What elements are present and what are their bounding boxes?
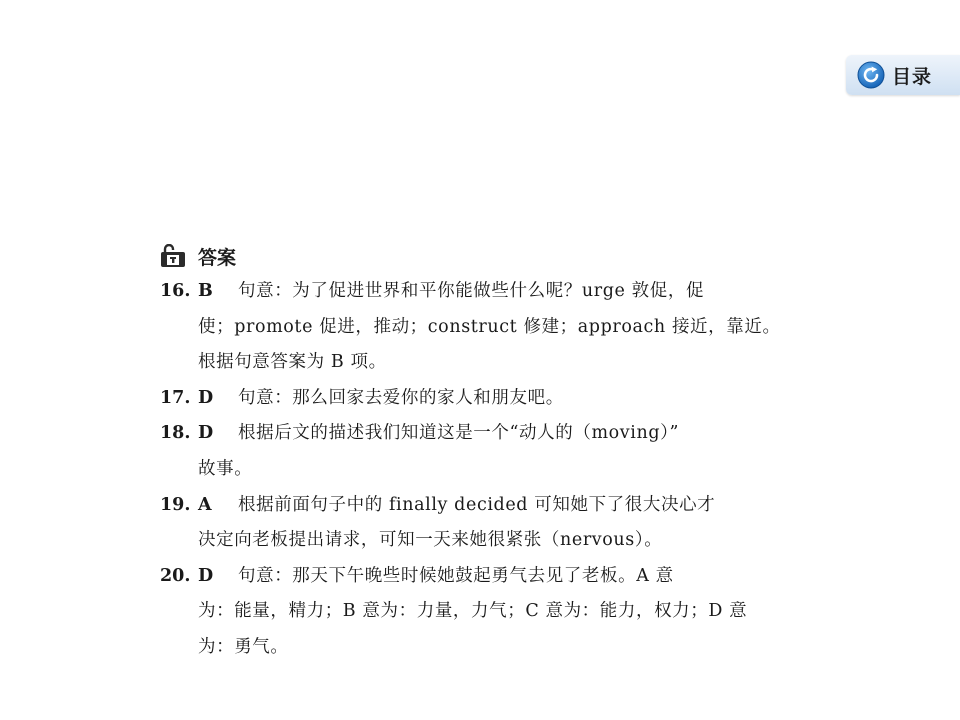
explanation-line: 句意：为了促进世界和平你能做些什么呢？urge 敦促，促 bbox=[238, 281, 705, 301]
explanation-line: 故事。 bbox=[198, 458, 253, 479]
explanation-line: 决定向老板提出请求，可知一天来她很紧张（nervous）。 bbox=[198, 530, 663, 551]
item-answer: A bbox=[198, 494, 212, 515]
explanation-line: 句意：那么回家去爱你的家人和朋友吧。 bbox=[238, 387, 564, 408]
item-explanation bbox=[238, 381, 810, 417]
explanation-line: 为：能量，精力；B 意为：力量，力气；C 意为：能力，权力；D 意 bbox=[198, 601, 748, 622]
item-explanation bbox=[238, 488, 810, 524]
answer-item-19-cont bbox=[160, 523, 810, 559]
explanation-line: 句意：那天下午晚些时候她鼓起勇气去见了老板。A 意 bbox=[238, 565, 674, 586]
item-explanation bbox=[238, 274, 810, 310]
answer-header bbox=[160, 238, 810, 274]
answer-item-20-cont bbox=[160, 594, 810, 665]
item-answer: D bbox=[198, 387, 214, 408]
answer-title: 答案 bbox=[198, 246, 237, 269]
answer-item-20 bbox=[160, 559, 810, 595]
answer-item-18-cont bbox=[160, 452, 810, 488]
item-answer: D bbox=[198, 423, 214, 444]
explanation-line: 使；promote 促进，推动；construct 修建；approach 接近，靠近。 bbox=[198, 316, 781, 337]
item-number: 18. bbox=[160, 423, 191, 444]
refresh-circle-icon bbox=[856, 60, 886, 90]
answer-list bbox=[160, 274, 810, 666]
explanation-line: 为：勇气。 bbox=[198, 636, 289, 657]
answer-item-17 bbox=[160, 381, 810, 417]
item-answer: B bbox=[198, 281, 213, 301]
answer-item-16 bbox=[160, 274, 810, 310]
item-explanation bbox=[238, 559, 810, 595]
item-answer: D bbox=[198, 565, 214, 586]
answer-section bbox=[160, 238, 810, 666]
answer-item-18 bbox=[160, 416, 810, 452]
item-number: 20. bbox=[160, 565, 191, 586]
explanation-line: 根据后文的描述我们知道这是一个“动人的（moving）” bbox=[238, 423, 680, 444]
item-number: 16. bbox=[160, 281, 191, 301]
toc-label: 目录 bbox=[892, 65, 933, 88]
explanation-line: 根据句意答案为 B 项。 bbox=[198, 352, 387, 373]
item-number: 17. bbox=[160, 387, 191, 408]
item-number: 19. bbox=[160, 494, 191, 515]
unlock-icon bbox=[160, 243, 188, 269]
item-explanation bbox=[238, 416, 810, 452]
answer-item-19 bbox=[160, 488, 810, 524]
explanation-line: 根据前面句子中的 finally decided 可知她下了很大决心才 bbox=[238, 494, 716, 515]
answer-item-16-cont bbox=[160, 310, 810, 381]
toc-button[interactable] bbox=[846, 55, 960, 95]
